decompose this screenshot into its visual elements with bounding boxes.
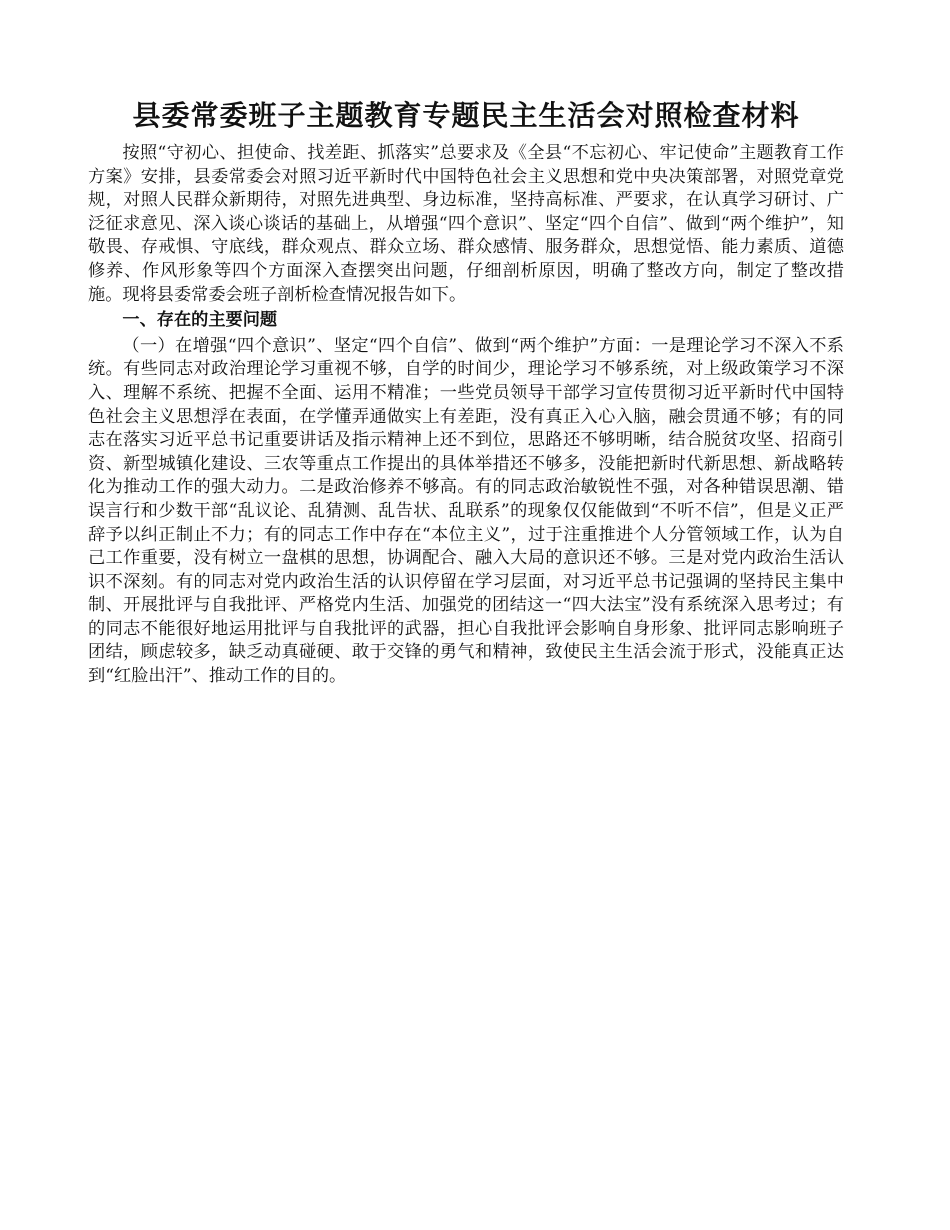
document-title: 县委常委班子主题教育专题民主生活会对照检查材料 [132,99,800,132]
document-page [88,96,844,689]
intro-paragraph: 按照“守初心、担使命、找差距、抓落实”总要求及《全县“不忘初心、牢记使命”主题教育工作方案》安排，县委常委会对照习近平新时代中国特色社会主义思想和党中央决策部署，对照党章党规，对照人民群众新期待，对照先进典型、身边标准，坚持高标准、严要求，在认真学习研讨、广泛征求意见、深入谈心谈话的基础上，从增强“四个意识”、坚定“四个自信”、做到“两个维护”，知敬畏、存戒惧、守底线，群众观点、群众立场、群众感情、服务群众，思想觉悟、能力素质、道德修养、作风形象等四个方面深入查摆突出问题，仔细剖析原因，明确了整改方向，制定了整改措施。现将县委常委会班子剖析检查情况报告如下。 [88,143,844,305]
section-heading: 一、存在的主要问题 [122,310,278,331]
section-paragraph: （一）在增强“四个意识”、坚定“四个自信”、做到“两个维护”方面：一是理论学习不深入不系统。有些同志对政治理论学习重视不够，自学的时间少，理论学习不够系统，对上级政策学习不深入、理解不系统、把握不全面、运用不精准；一些党员领导干部学习宣传贯彻习近平新时代中国特色社会主义思想浮在表面，在学懂弄通做实上有差距，没有真正入心入脑，融会贯通不够；有的同志在落实习近平总书记重要讲话及指示精神上还不到位，思路还不够明晰，结合脱贫攻坚、招商引资、新型城镇化建设、三农等重点工作提出的具体举措还不够多，没能把新时代新思想、新战略转化为推动工作的强大动力。二是政治修养不够高。有的同志政治敏锐性不强，对各种错误思潮、错误言行和少数干部“乱议论、乱猜测、乱告状、乱联系”的现象仅仅能做到“不听不信”，但是义正严辞予以纠正制止不力；有的同志工作中存在“本位主义”，过于注重推进个人分管领域工作，认为自己工作重要，没有树立一盘棋的思想，协调配合、融入大局的意识还不够。三是对党内政治生活认识不深刻。有的同志对党内政治生活的认识停留在学习层面，对习近平总书记强调的坚持民主集中制、开展批评与自我批评、严格党内生活、加强党的团结这一“四大法宝”没有系统深入思考过；有的同志不能很好地运用批评与自我批评的武器，担心自我批评会影响自身形象、批评同志影响班子团结，顾虑较多，缺乏动真碰硬、敢于交锋的勇气和精神，致使民主生活会流于形式，没能真正达到“红脸出汗”、推动工作的目的。 [88,335,844,687]
